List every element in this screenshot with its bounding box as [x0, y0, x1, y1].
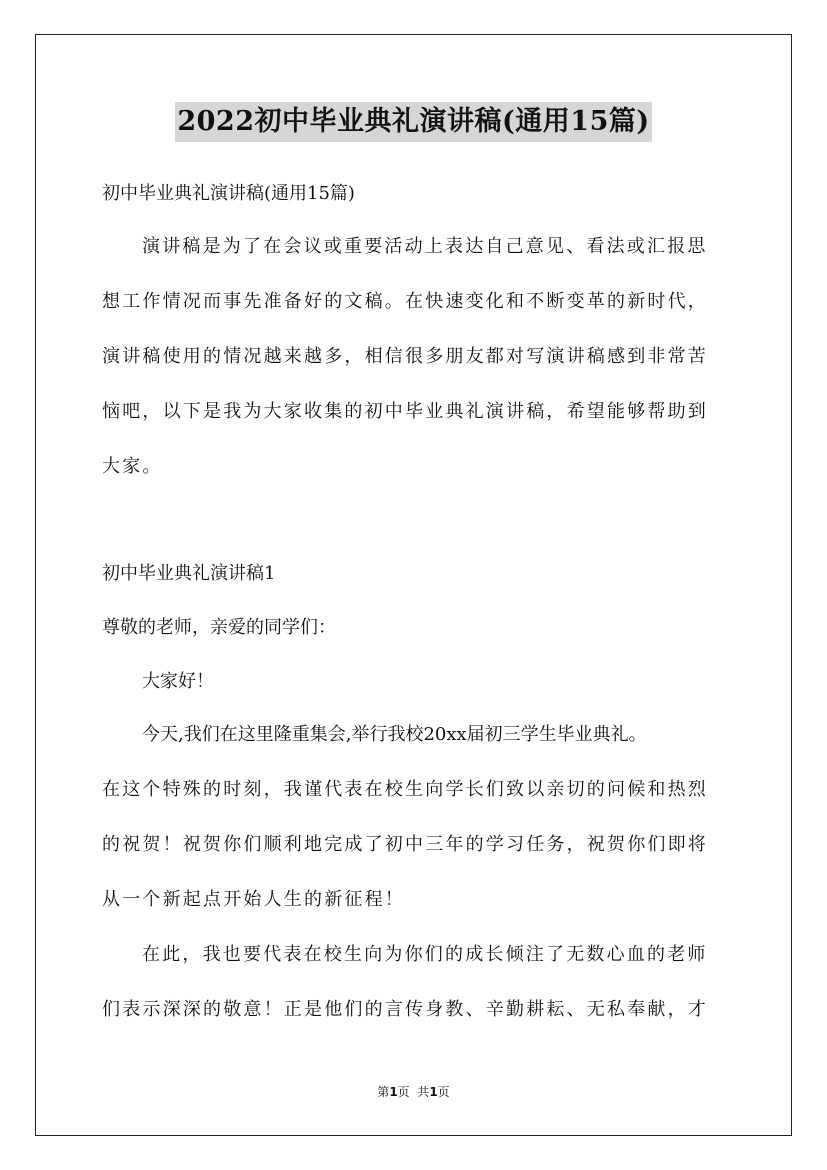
document-title	[0, 100, 827, 142]
section-heading: 初中毕业典礼演讲稿1	[102, 563, 276, 584]
footer-page-total: 1	[429, 1085, 438, 1099]
intro-line-5: 大家。	[102, 456, 163, 477]
intro-line-4: 恼吧，以下是我为大家收集的初中毕业典礼演讲稿，希望能够帮助到	[102, 401, 708, 422]
greeting: 大家好！	[142, 671, 214, 692]
page-footer	[0, 1084, 827, 1100]
footer-suffix: 页	[437, 1085, 450, 1099]
intro-line-1: 演讲稿是为了在会议或重要活动上表达自己意见、看法或汇报思	[142, 236, 708, 257]
paragraph-1-line-1: 今天,我们在这里隆重集会,举行我校20xx届初三学生毕业典礼。	[142, 724, 647, 745]
footer-prefix: 第	[377, 1085, 390, 1099]
footer-mid: 页 共	[397, 1085, 430, 1099]
paragraph-1-line-3: 的祝贺！祝贺你们顺利地完成了初中三年的学习任务，祝贺你们即将	[102, 834, 708, 855]
intro-line-2: 想工作情况而事先准备好的文稿。在快速变化和不断变革的新时代，	[102, 291, 708, 312]
paragraph-2-line-1: 在此，我也要代表在校生向为你们的成长倾注了无数心血的老师	[142, 944, 708, 965]
intro-line-3: 演讲稿使用的情况越来越多，相信很多朋友都对写演讲稿感到非常苦	[102, 346, 708, 367]
footer-page-current: 1	[389, 1085, 398, 1099]
paragraph-1-line-4: 从一个新起点开始人生的新征程！	[102, 889, 405, 910]
document-subtitle: 初中毕业典礼演讲稿(通用15篇)	[102, 183, 355, 204]
paragraph-1-line-2: 在这个特殊的时刻，我谨代表在校生向学长们致以亲切的问候和热烈	[102, 779, 708, 800]
document-title-text: 2022初中毕业典礼演讲稿(通用15篇)	[175, 102, 651, 142]
paragraph-2-line-2: 们表示深深的敬意！正是他们的言传身教、辛勤耕耘、无私奉献，才	[102, 999, 708, 1020]
salutation: 尊敬的老师，亲爱的同学们：	[102, 617, 336, 638]
